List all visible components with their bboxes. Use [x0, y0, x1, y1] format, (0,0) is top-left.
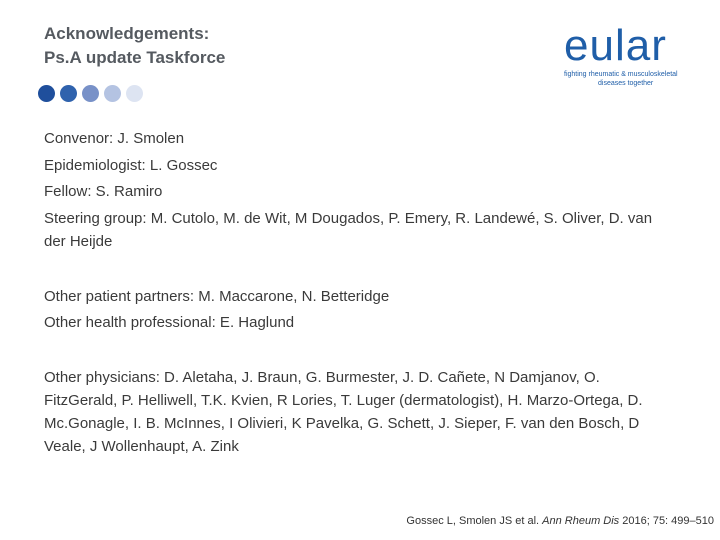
eular-logo	[564, 22, 704, 100]
steering-group	[44, 207, 704, 253]
dot-2	[60, 85, 77, 102]
slide-title	[44, 22, 225, 70]
dot-1	[38, 85, 55, 102]
health-professional-line: Other health professional: E. Haglund	[44, 314, 295, 331]
physicians-line-4: Veale, J Wollenhaupt, A. Zink	[44, 438, 239, 455]
physicians-line-2: FitzGerald, P. Helliwell, T.K. Kvien, R Lories, T. Luger (dermatologist), H. Marzo-Ortega, D.	[44, 392, 643, 409]
citation	[406, 515, 714, 527]
logo-tagline-1: fighting rheumatic & musculoskeletal	[564, 71, 678, 78]
citation-journal: Ann Rheum Dis	[542, 515, 620, 527]
fellow-line: Fellow: S. Ramiro	[44, 183, 163, 200]
other-physicians	[44, 366, 704, 458]
logo-tagline-2: diseases together	[598, 80, 654, 87]
dot-4	[104, 85, 121, 102]
physicians-line-1: Other physicians: D. Aletaha, J. Braun, G. Burmester, J. D. Cañete, N Damjanov, O.	[44, 369, 600, 386]
title-line-1: Acknowledgements:	[44, 24, 210, 43]
steering-line-1: Steering group: M. Cutolo, M. de Wit, M Dougados, P. Emery, R. Landewé, S. Oliver, D. van	[44, 210, 653, 227]
citation-authors: Gossec L, Smolen JS et al.	[406, 515, 543, 527]
physicians-line-3: Mc.Gonagle, I. B. McInnes, I Olivieri, K Pavelka, G. Schett, J. Sieper, F. van den Bosch, D	[44, 415, 640, 432]
citation-details: 2016; 75: 499–510	[619, 515, 714, 527]
logo-wordmark: eular	[564, 21, 667, 70]
steering-line-2: der Heijde	[44, 233, 113, 250]
decorative-dots	[38, 85, 143, 102]
dot-5	[126, 85, 143, 102]
dot-3	[82, 85, 99, 102]
patient-partners-line: Other patient partners: M. Maccarone, N. Betteridge	[44, 288, 390, 305]
title-line-2: Ps.A update Taskforce	[44, 48, 226, 67]
epidemiologist-line: Epidemiologist: L. Gossec	[44, 157, 218, 174]
convenor-line: Convenor: J. Smolen	[44, 130, 185, 147]
